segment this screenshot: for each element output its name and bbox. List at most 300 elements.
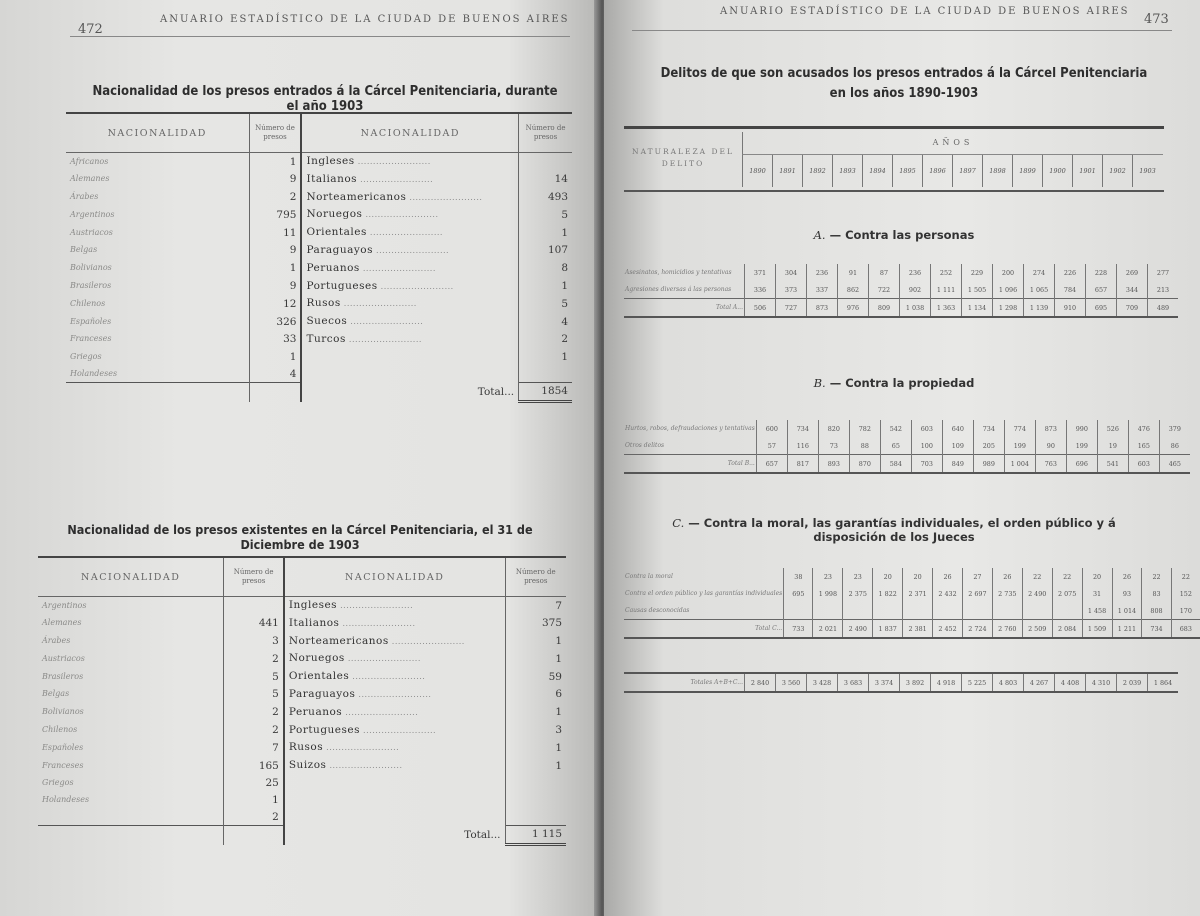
cell-value: 1 363 bbox=[931, 299, 962, 318]
cell-value: 657 bbox=[756, 455, 787, 474]
grand-total-value: 5 225 bbox=[962, 673, 993, 692]
t2-row bbox=[38, 686, 566, 704]
t2-right-count bbox=[505, 775, 566, 792]
t1-left-name: Griegos bbox=[70, 351, 102, 361]
cell-value: 336 bbox=[745, 281, 776, 299]
cell-value: 2 735 bbox=[992, 585, 1022, 602]
cell-value: 1 458 bbox=[1082, 602, 1112, 620]
t1-total-value: 1854 bbox=[519, 383, 572, 402]
section-letter: C. bbox=[672, 516, 685, 530]
cell-value: 27 bbox=[962, 568, 992, 585]
leader-dots: ........................ bbox=[344, 654, 421, 664]
t2-row bbox=[38, 792, 566, 809]
cell-value: 990 bbox=[1066, 420, 1097, 437]
t1-left-count: 11 bbox=[249, 224, 301, 242]
cell-value: 2 021 bbox=[813, 620, 843, 639]
right-page-number: 473 bbox=[1144, 12, 1169, 27]
section-title-1 bbox=[664, 376, 1124, 390]
t2-left-name: Griegos bbox=[42, 777, 74, 787]
t2-right-name-cell bbox=[284, 739, 505, 757]
t1-right-name-cell bbox=[301, 242, 518, 260]
cell-value: 1 004 bbox=[1004, 455, 1035, 474]
cell-value: 683 bbox=[1171, 620, 1200, 639]
grand-total-table bbox=[624, 672, 1178, 693]
cell-value: 1 014 bbox=[1112, 602, 1142, 620]
t1-right-count bbox=[519, 153, 572, 171]
cell-value: 87 bbox=[869, 264, 900, 281]
cell-value: 73 bbox=[818, 437, 849, 455]
cell-value: 808 bbox=[1142, 602, 1171, 620]
t2-left-count: 441 bbox=[224, 615, 284, 633]
delitos-head-label: NATURALEZA DEL DELITO bbox=[632, 147, 734, 168]
cell-value: 236 bbox=[807, 264, 838, 281]
grand-total-value: 3 892 bbox=[900, 673, 931, 692]
cell-value bbox=[1022, 602, 1052, 620]
cell-value: 763 bbox=[1035, 455, 1066, 474]
t1-total-label: Total... bbox=[301, 383, 518, 402]
t2-left-count: 25 bbox=[224, 775, 284, 792]
section-letter: B. bbox=[813, 376, 826, 390]
t1-right-count: 1 bbox=[519, 224, 572, 242]
t2-right-count bbox=[505, 809, 566, 826]
t1-right-count: 5 bbox=[519, 295, 572, 313]
cell-value: 379 bbox=[1159, 420, 1190, 437]
t2-right-name: Ingleses bbox=[288, 599, 338, 611]
grand-total-value: 4 408 bbox=[1055, 673, 1086, 692]
cell-value: 722 bbox=[869, 281, 900, 299]
t1-left-name: Argentinos bbox=[70, 209, 115, 219]
year-header: 1892 bbox=[802, 155, 832, 187]
t1-right-count: 1 bbox=[519, 349, 572, 366]
left-running-head: ANUARIO ESTADÍSTICO DE LA CIUDAD DE BUENOS AIRES bbox=[160, 14, 570, 25]
t1-row bbox=[66, 260, 572, 278]
t2-total-row bbox=[38, 826, 566, 845]
t2-left-name: Chilenos bbox=[42, 725, 78, 735]
t1-left-name: Brasileros bbox=[70, 281, 112, 291]
t1-row bbox=[66, 242, 572, 260]
right-page bbox=[604, 0, 1200, 916]
delitos-years-row bbox=[742, 155, 1162, 187]
cell-value: 1 822 bbox=[873, 585, 903, 602]
t1-row bbox=[66, 331, 572, 349]
cell-value bbox=[873, 602, 903, 620]
t1-col-count-b: Número de presos bbox=[519, 113, 572, 153]
row-label: Agresiones diversas á las personas bbox=[625, 286, 732, 293]
t1-left-name: Franceses bbox=[70, 334, 112, 344]
leader-dots: ........................ bbox=[337, 601, 414, 610]
cell-value: 109 bbox=[942, 437, 973, 455]
t1-left-count: 1 bbox=[249, 349, 301, 366]
cell-value: 465 bbox=[1159, 455, 1190, 474]
t1-total-blank bbox=[66, 383, 249, 402]
t2-left-name: Belgas bbox=[42, 689, 70, 699]
t2-total-blank2 bbox=[224, 826, 284, 845]
t2-right-name-cell bbox=[284, 757, 505, 775]
t1-right-count: 14 bbox=[519, 171, 572, 189]
grand-total-value: 3 683 bbox=[838, 673, 869, 692]
t2-right-name: Suizos bbox=[288, 759, 327, 772]
section-letter: A. bbox=[813, 228, 826, 242]
t1-left-name: Chilenos bbox=[70, 298, 106, 308]
t2-total-blank bbox=[38, 826, 224, 845]
t1-row bbox=[66, 295, 572, 313]
year-header: 1897 bbox=[952, 155, 982, 187]
cell-value: 657 bbox=[1086, 281, 1117, 299]
cell-value: 22 bbox=[1142, 568, 1171, 585]
leader-dots: ........................ bbox=[388, 636, 465, 646]
cell-value: 38 bbox=[784, 568, 813, 585]
section-title-text: — Contra la propiedad bbox=[825, 376, 975, 390]
leader-dots: ........................ bbox=[360, 725, 437, 735]
t1-left-name: Austriacos bbox=[70, 227, 113, 237]
t2-left-count: 3 bbox=[224, 633, 284, 651]
t1-left-name: Holandeses bbox=[70, 368, 118, 378]
cell-value: 26 bbox=[992, 568, 1022, 585]
t2-left-name: Austriacos bbox=[42, 653, 85, 663]
t1-right-count: 8 bbox=[519, 260, 572, 278]
t1-left-name: Africanos bbox=[70, 156, 109, 166]
year-header: 1899 bbox=[1012, 155, 1042, 187]
t2-left-count: 2 bbox=[224, 809, 284, 826]
t1-col-nationality-b: NACIONALIDAD bbox=[301, 113, 518, 153]
cell-value: 19 bbox=[1097, 437, 1128, 455]
t2-right-count: 1 bbox=[505, 650, 566, 668]
t2-left-count: 7 bbox=[224, 739, 284, 757]
cell-value: 733 bbox=[784, 620, 813, 639]
cell-value: 93 bbox=[1112, 585, 1142, 602]
t1-right-name: Noruegos bbox=[306, 208, 363, 221]
cell-value: 1 211 bbox=[1112, 620, 1142, 639]
t1-row bbox=[66, 171, 572, 189]
row-label: Hurtos, robos, defraudaciones y tentativas bbox=[625, 425, 755, 432]
t1-left-count: 33 bbox=[249, 331, 301, 349]
cell-value: 22 bbox=[1022, 568, 1052, 585]
t2-right-name: Rusos bbox=[288, 741, 324, 754]
year-header: 1903 bbox=[1132, 155, 1162, 187]
leader-dots: ........................ bbox=[347, 317, 424, 327]
cell-value: 2 760 bbox=[992, 620, 1022, 639]
leader-dots: ........................ bbox=[377, 281, 454, 291]
right-running-head: ANUARIO ESTADÍSTICO DE LA CIUDAD DE BUENOS AIRES bbox=[720, 6, 1130, 17]
right-head-rule bbox=[632, 30, 1172, 31]
section-title-2 bbox=[664, 516, 1124, 544]
t1-left-name: Bolivianos bbox=[70, 263, 112, 273]
cell-value: 2 381 bbox=[903, 620, 933, 639]
year-header: 1895 bbox=[892, 155, 922, 187]
cell-value: 1 065 bbox=[1024, 281, 1055, 299]
t2-row bbox=[38, 597, 566, 615]
t2-left-count: 5 bbox=[224, 668, 284, 686]
t1-left-count: 9 bbox=[249, 242, 301, 260]
cell-value: 696 bbox=[1066, 455, 1097, 474]
t2-col-count-a: Número de presos bbox=[224, 557, 284, 597]
t2-right-name-cell bbox=[284, 668, 505, 686]
t1-right-name: Paraguayos bbox=[306, 243, 373, 256]
year-header: 1900 bbox=[1042, 155, 1072, 187]
cell-value: 116 bbox=[787, 437, 818, 455]
cell-value bbox=[962, 602, 992, 620]
left-head-rule bbox=[70, 36, 570, 37]
cell-value: 205 bbox=[973, 437, 1004, 455]
t2-left-name: Argentinos bbox=[42, 600, 87, 610]
t1-left-count: 1 bbox=[249, 153, 301, 171]
cell-value: 91 bbox=[838, 264, 869, 281]
cell-value: 976 bbox=[838, 299, 869, 318]
cell-value: 695 bbox=[1086, 299, 1117, 318]
t1-left-count: 326 bbox=[249, 313, 301, 331]
t1-right-count: 2 bbox=[519, 331, 572, 349]
t2-right-name: Peruanos bbox=[288, 705, 343, 718]
cell-value: 727 bbox=[776, 299, 807, 318]
cell-value: 734 bbox=[1142, 620, 1171, 639]
t2-total-value: 1 115 bbox=[505, 826, 566, 845]
t1-right-name-cell bbox=[301, 366, 518, 383]
cell-value: 26 bbox=[933, 568, 963, 585]
cell-value: 2 432 bbox=[933, 585, 963, 602]
t2-col-count-b: Número de presos bbox=[505, 557, 566, 597]
t2-right-name: Italianos bbox=[288, 616, 340, 629]
t1-left-count: 9 bbox=[249, 278, 301, 296]
t2-left-name: Árabes bbox=[42, 636, 71, 646]
t2-row bbox=[38, 722, 566, 740]
t2-right-count: 1 bbox=[505, 704, 566, 722]
cell-value: 782 bbox=[849, 420, 880, 437]
t1-total-row bbox=[66, 383, 572, 402]
cell-value: 2 697 bbox=[962, 585, 992, 602]
cell-value: 199 bbox=[1004, 437, 1035, 455]
year-header: 1894 bbox=[862, 155, 892, 187]
leader-dots: ........................ bbox=[345, 334, 422, 344]
t1-left-name: Españoles bbox=[70, 316, 112, 326]
leader-dots: ........................ bbox=[342, 707, 419, 717]
cell-value: 200 bbox=[993, 264, 1024, 281]
t1-left-count: 12 bbox=[249, 295, 301, 313]
section-row bbox=[624, 281, 1178, 299]
t2-row bbox=[38, 775, 566, 792]
cell-value: 277 bbox=[1148, 264, 1179, 281]
t2-right-name-cell bbox=[284, 597, 505, 615]
t1-right-name-cell bbox=[301, 313, 518, 331]
cell-value: 1 505 bbox=[962, 281, 993, 299]
section-title-0 bbox=[664, 228, 1124, 242]
cell-value: 784 bbox=[1055, 281, 1086, 299]
cell-value: 1 134 bbox=[962, 299, 993, 318]
row-label: Causas desconocidas bbox=[625, 607, 690, 614]
t1-left-count: 1 bbox=[249, 260, 301, 278]
section-row bbox=[624, 264, 1178, 281]
delitos-head-bottom-rule bbox=[624, 190, 1164, 192]
year-header: 1902 bbox=[1102, 155, 1132, 187]
t1-row bbox=[66, 349, 572, 366]
cell-value: 2 724 bbox=[962, 620, 992, 639]
t2-left-name: Bolivianos bbox=[42, 707, 84, 717]
grand-total-value: 4 918 bbox=[931, 673, 962, 692]
cell-value: 870 bbox=[849, 455, 880, 474]
section-table-0 bbox=[624, 264, 1178, 318]
cell-value: 506 bbox=[745, 299, 776, 318]
cell-value: 902 bbox=[900, 281, 931, 299]
t1-right-name-cell bbox=[301, 153, 518, 171]
t2-right-name-cell bbox=[284, 633, 505, 651]
t1-right-count: 493 bbox=[519, 189, 572, 207]
t1-left-name: Belgas bbox=[70, 245, 98, 255]
t2-row bbox=[38, 809, 566, 826]
t2-row bbox=[38, 704, 566, 722]
leader-dots: ........................ bbox=[362, 210, 439, 220]
cell-value: 1 998 bbox=[813, 585, 843, 602]
t2-right-count bbox=[505, 792, 566, 809]
leader-dots: ........................ bbox=[349, 672, 426, 682]
row-label: Otros delitos bbox=[625, 442, 665, 449]
year-header: 1898 bbox=[982, 155, 1012, 187]
t2-row bbox=[38, 615, 566, 633]
section-table-1 bbox=[624, 420, 1190, 474]
t2-right-count: 375 bbox=[505, 615, 566, 633]
cell-value: 1 111 bbox=[931, 281, 962, 299]
cell-value: 476 bbox=[1128, 420, 1159, 437]
t1-right-name-cell bbox=[301, 224, 518, 242]
t1-right-name: Orientales bbox=[306, 226, 367, 239]
section-table-2 bbox=[624, 568, 1200, 639]
cell-value: 228 bbox=[1086, 264, 1117, 281]
t2-right-count: 3 bbox=[505, 722, 566, 740]
t1-right-count: 5 bbox=[519, 206, 572, 224]
t2-left-name: Holandeses bbox=[42, 794, 90, 804]
leader-dots: ........................ bbox=[339, 618, 416, 628]
left-page-number: 472 bbox=[78, 22, 103, 37]
cell-value: 88 bbox=[849, 437, 880, 455]
t2-left-name bbox=[38, 809, 224, 826]
t1-right-name-cell bbox=[301, 189, 518, 207]
t1-right-name: Norteamericanos bbox=[306, 190, 407, 203]
cell-value: 57 bbox=[756, 437, 787, 455]
t2-left-count: 1 bbox=[224, 792, 284, 809]
t1-row bbox=[66, 224, 572, 242]
cell-value: 31 bbox=[1082, 585, 1112, 602]
t2-right-name-cell bbox=[284, 686, 505, 704]
t2-right-count: 1 bbox=[505, 757, 566, 775]
leader-dots: ........................ bbox=[323, 743, 400, 753]
cell-value: 2 490 bbox=[843, 620, 873, 639]
t1-right-name-cell bbox=[301, 349, 518, 366]
cell-value: 304 bbox=[776, 264, 807, 281]
cell-value: 1 096 bbox=[993, 281, 1024, 299]
t1-right-name-cell bbox=[301, 260, 518, 278]
cell-value: 86 bbox=[1159, 437, 1190, 455]
t2-right-name-cell bbox=[284, 809, 505, 826]
t1-left-count: 4 bbox=[249, 366, 301, 383]
t2-left-name: Franceses bbox=[42, 760, 84, 770]
cell-value: 65 bbox=[880, 437, 911, 455]
t1-left-count: 795 bbox=[249, 206, 301, 224]
t2-right-count: 1 bbox=[505, 633, 566, 651]
year-header: 1891 bbox=[772, 155, 802, 187]
cell-value: 584 bbox=[880, 455, 911, 474]
t1-right-count: 4 bbox=[519, 313, 572, 331]
cell-value: 849 bbox=[942, 455, 973, 474]
t2-right-name: Paraguayos bbox=[288, 687, 356, 700]
cell-value: 703 bbox=[911, 455, 942, 474]
leader-dots: ........................ bbox=[340, 299, 417, 309]
cell-value: 26 bbox=[1112, 568, 1142, 585]
delitos-head-cell bbox=[624, 132, 742, 194]
t1-row bbox=[66, 153, 572, 171]
t2-left-count: 2 bbox=[224, 704, 284, 722]
row-label: Total B... bbox=[624, 455, 756, 474]
cell-value: 873 bbox=[807, 299, 838, 318]
cell-value: 20 bbox=[873, 568, 903, 585]
cell-value: 734 bbox=[787, 420, 818, 437]
t2-col-nationality-b: NACIONALIDAD bbox=[284, 557, 505, 597]
t2-right-count: 6 bbox=[505, 686, 566, 704]
year-header: 1896 bbox=[922, 155, 952, 187]
section-row bbox=[624, 420, 1190, 437]
t2-right-name-cell bbox=[284, 704, 505, 722]
t2-left-count bbox=[224, 597, 284, 615]
cell-value: 541 bbox=[1097, 455, 1128, 474]
t2-right-name: Norteamericanos bbox=[288, 634, 389, 647]
cell-value: 337 bbox=[807, 281, 838, 299]
cell-value: 22 bbox=[1052, 568, 1082, 585]
leader-dots: ........................ bbox=[357, 174, 434, 184]
t2-left-count: 2 bbox=[224, 722, 284, 740]
delitos-years-header: AÑOS bbox=[742, 132, 1163, 155]
t1-right-count: 107 bbox=[519, 242, 572, 260]
t1-total-blank2 bbox=[249, 383, 301, 402]
cell-value: 22 bbox=[1171, 568, 1200, 585]
grand-total-value: 3 374 bbox=[869, 673, 900, 692]
leader-dots: ........................ bbox=[354, 157, 431, 166]
t1-right-name: Rusos bbox=[306, 297, 341, 310]
cell-value: 774 bbox=[1004, 420, 1035, 437]
year-header: 1893 bbox=[832, 155, 862, 187]
section-title-text: — Contra la moral, las garantías individuales, el orden público y á disposición de los Jueces bbox=[684, 516, 1116, 544]
t1-col-count-a: Número de presos bbox=[249, 113, 301, 153]
t1-right-name-cell bbox=[301, 331, 518, 349]
section-total-row bbox=[624, 620, 1200, 639]
cell-value: 252 bbox=[931, 264, 962, 281]
cell-value: 989 bbox=[973, 455, 1004, 474]
grand-total-value: 4 310 bbox=[1086, 673, 1117, 692]
cell-value: 695 bbox=[784, 585, 813, 602]
cell-value bbox=[813, 602, 843, 620]
cell-value: 1 298 bbox=[993, 299, 1024, 318]
cell-value: 344 bbox=[1117, 281, 1148, 299]
cell-value: 90 bbox=[1035, 437, 1066, 455]
table2 bbox=[38, 556, 566, 846]
cell-value: 269 bbox=[1117, 264, 1148, 281]
t1-right-count: 1 bbox=[519, 278, 572, 296]
cell-value: 603 bbox=[911, 420, 942, 437]
cell-value: 709 bbox=[1117, 299, 1148, 318]
cell-value: 23 bbox=[813, 568, 843, 585]
t1-right-name: Italianos bbox=[306, 172, 358, 185]
row-label: Asesinatos, homicidios y tentativas bbox=[625, 269, 732, 276]
cell-value: 199 bbox=[1066, 437, 1097, 455]
t2-right-name: Portugueses bbox=[288, 723, 361, 736]
leader-dots: ........................ bbox=[406, 192, 483, 202]
t1-row bbox=[66, 189, 572, 207]
section-total-row bbox=[624, 455, 1190, 474]
t1-right-name-cell bbox=[301, 171, 518, 189]
t1-right-name-cell bbox=[301, 295, 518, 313]
cell-value: 152 bbox=[1171, 585, 1200, 602]
cell-value: 1 837 bbox=[873, 620, 903, 639]
row-label: Contra el orden público y las garantías individuales bbox=[625, 590, 783, 597]
cell-value: 213 bbox=[1148, 281, 1179, 299]
t1-row bbox=[66, 206, 572, 224]
cell-value: 603 bbox=[1128, 455, 1159, 474]
